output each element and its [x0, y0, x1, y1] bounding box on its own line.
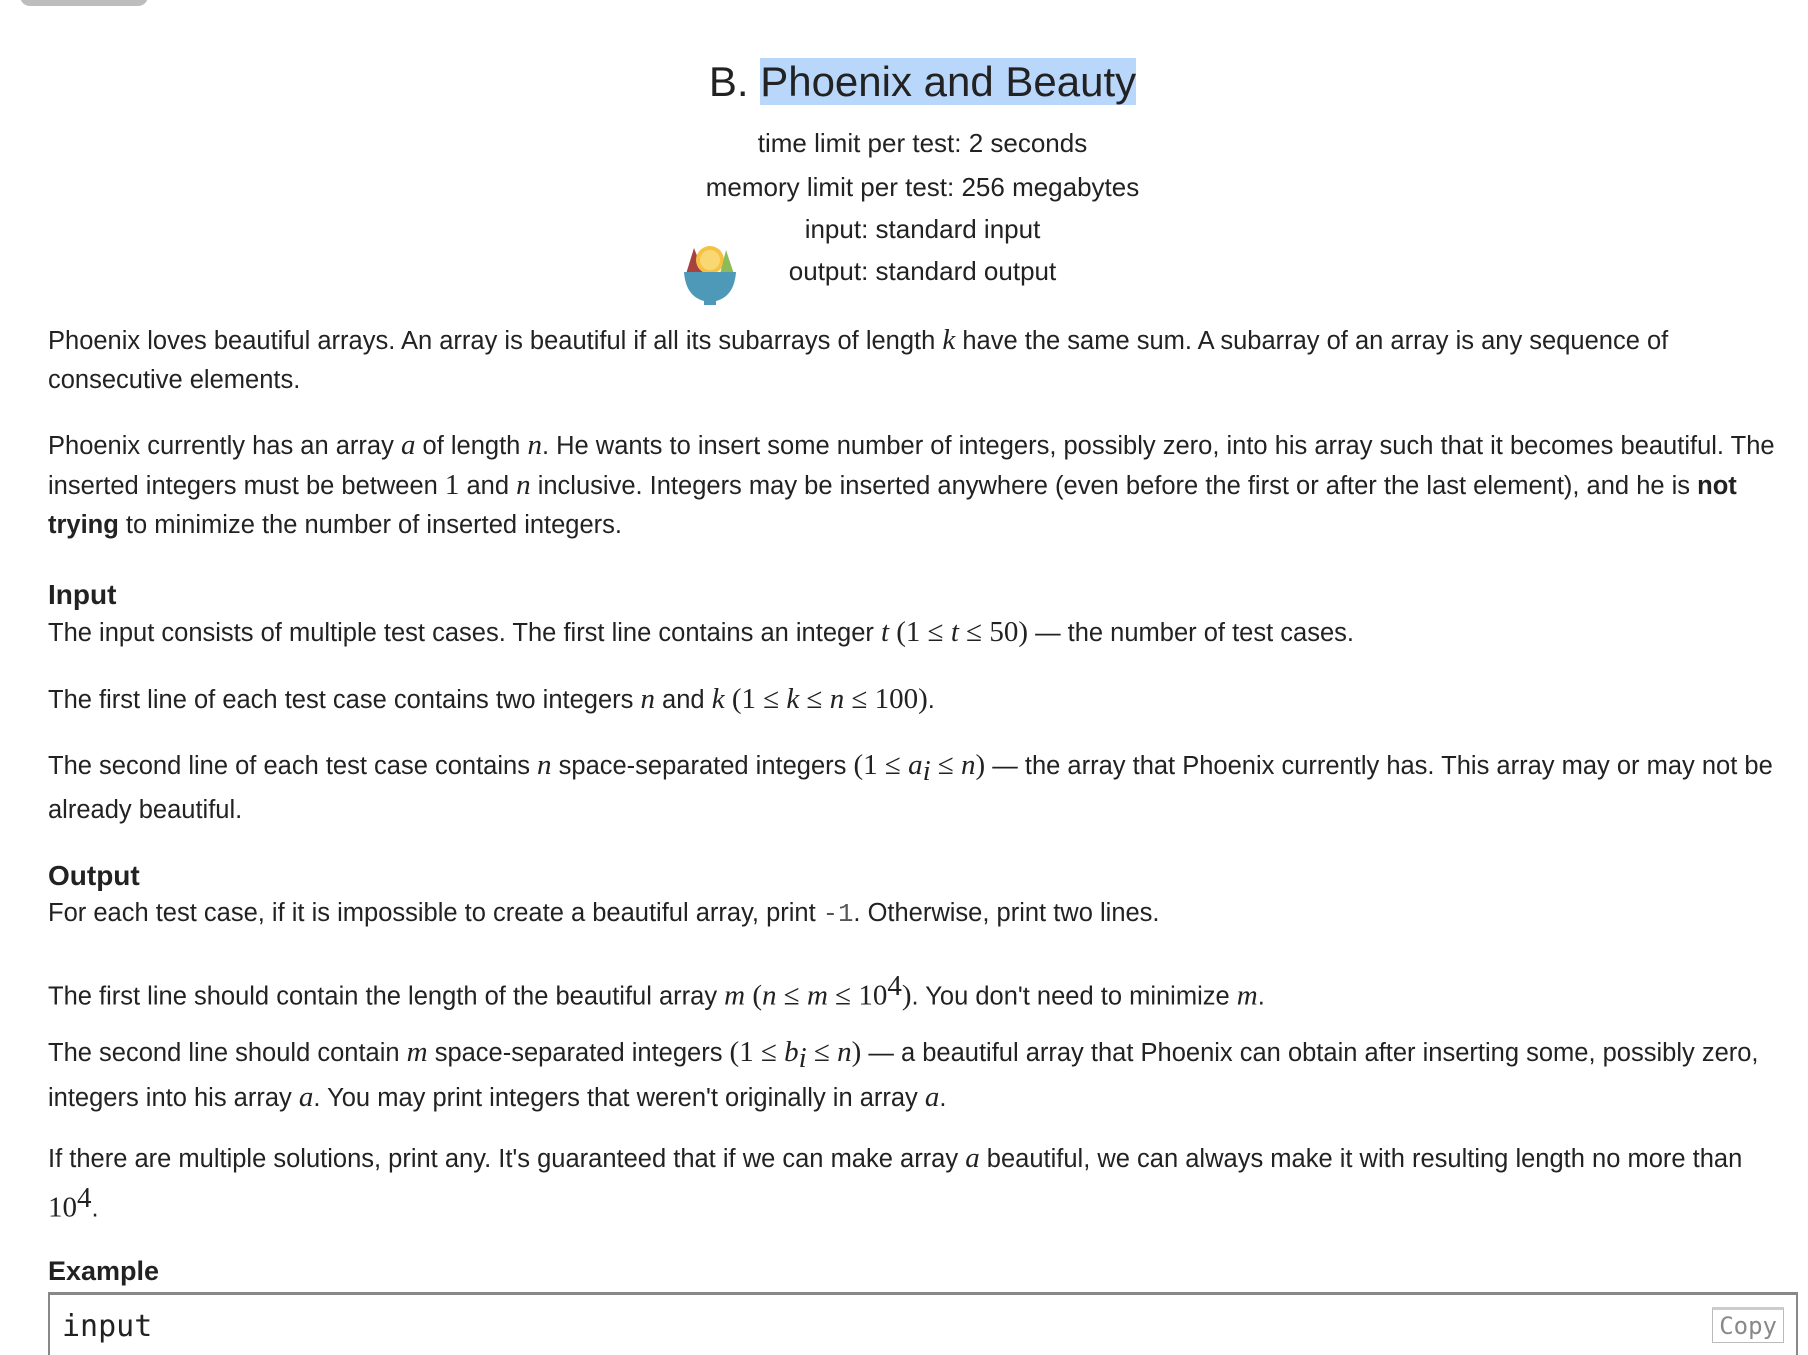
text-fragment: t	[950, 616, 959, 648]
text-fragment: . You don't need to minimize	[911, 982, 1237, 1011]
statement-paragraph-2	[48, 426, 1798, 545]
output-heading: Output	[48, 860, 140, 891]
copy-button[interactable]: Copy	[1712, 1307, 1784, 1343]
text-fragment: .	[1257, 982, 1265, 1011]
text-fragment: 10	[48, 1191, 77, 1224]
text-fragment: k	[942, 324, 956, 356]
text-fragment: -1	[822, 900, 854, 929]
memory-limit: memory limit per test: 256 megabytes	[705, 172, 1140, 202]
text-fragment: a	[924, 1081, 940, 1114]
text-fragment: (1 ≤	[729, 1036, 785, 1068]
text-fragment: . Otherwise, print two lines.	[853, 899, 1160, 927]
text-fragment: n	[527, 429, 542, 461]
text-fragment: space-separated integers	[551, 752, 854, 780]
text-fragment: n	[640, 683, 655, 715]
text-fragment: .	[91, 1194, 99, 1223]
text-fragment: (1 ≤	[889, 616, 951, 648]
text-fragment: n	[829, 683, 845, 715]
text-fragment: to minimize the number of inserted integers.	[118, 511, 622, 539]
statement-paragraph-1	[48, 321, 1798, 400]
text-fragment: ≤ 10	[827, 979, 888, 1012]
text-fragment: b	[784, 1036, 799, 1068]
text-fragment: have the same sum. A subarray of an array is any sequence of consecutive elements.	[48, 327, 1669, 394]
text-fragment: If there are multiple solutions, print any. It's guaranteed that if we can make array	[48, 1145, 966, 1173]
example-heading: Example	[48, 1256, 160, 1286]
text-fragment: a	[908, 749, 923, 781]
text-fragment: ≤	[930, 749, 962, 781]
text-fragment: .	[927, 686, 935, 714]
input-heading: Input	[48, 579, 117, 610]
text-fragment: 1	[444, 469, 460, 501]
output-line-3	[48, 1033, 1798, 1118]
text-fragment: i	[922, 755, 931, 788]
text-fragment: n	[762, 979, 777, 1012]
output-line-2	[48, 967, 1798, 1017]
text-fragment: m	[724, 979, 746, 1012]
text-fragment: . He wants to insert some number of integers, possibly zero, into his array such that it becomes beautiful. The inserted integers must be between	[48, 432, 1775, 500]
text-fragment: Phoenix currently has an array	[48, 432, 401, 460]
text-fragment: (	[745, 979, 763, 1012]
text-fragment: . You may print integers that weren't originally in array	[313, 1084, 925, 1113]
text-fragment: i	[798, 1042, 807, 1075]
text-fragment: ≤ 100)	[844, 683, 928, 715]
text-fragment: The input consists of multiple test cases. The first line contains an integer	[48, 619, 881, 647]
text-fragment: )	[975, 749, 986, 781]
input-line-1	[48, 613, 1798, 653]
text-fragment: n	[516, 469, 531, 501]
text-fragment: and	[654, 686, 712, 714]
text-fragment: a	[400, 429, 416, 461]
problem-title: Phoenix and Beauty	[760, 58, 1137, 105]
text-fragment: m	[806, 979, 828, 1012]
text-fragment: k	[711, 683, 725, 715]
text-fragment: t	[880, 616, 890, 648]
text-fragment: inclusive. Integers may be inserted anywhere (even before the first or after the last element), and he is	[530, 472, 1698, 500]
text-fragment: — the array that Phoenix currently has. This array may or may not be already beautiful.	[48, 752, 1773, 825]
text-fragment: )	[901, 979, 912, 1012]
input-line-3	[48, 746, 1798, 830]
text-fragment: n	[837, 1036, 852, 1068]
text-fragment: The first line should contain the length of the beautiful array	[48, 982, 725, 1011]
text-fragment: k	[786, 683, 800, 715]
text-fragment: The second line of each test case contains	[48, 752, 538, 780]
text-fragment: space-separated integers	[427, 1039, 730, 1067]
text-fragment: and	[459, 472, 517, 500]
output-line-4	[48, 1139, 1798, 1229]
text-fragment: n	[961, 749, 976, 781]
text-fragment: (1 ≤	[724, 683, 787, 715]
text-fragment: not trying	[48, 472, 1737, 539]
text-fragment: m	[406, 1036, 428, 1068]
text-fragment: The first line of each test case contains two integers	[48, 686, 641, 714]
text-fragment: ≤ 50)	[958, 616, 1028, 648]
text-fragment: )	[851, 1036, 862, 1068]
text-fragment: m	[1236, 979, 1258, 1012]
text-fragment: For each test case, if it is impossible to create a beautiful array, print	[48, 899, 823, 927]
text-fragment: ≤	[799, 683, 830, 715]
fruit-bowl-icon[interactable]	[680, 244, 740, 306]
text-fragment: a	[298, 1081, 314, 1114]
browser-tab-fragment	[20, 0, 148, 6]
text-fragment: .	[939, 1084, 947, 1113]
text-fragment: a	[965, 1142, 980, 1174]
text-fragment: — the number of test cases.	[1027, 619, 1354, 647]
text-fragment: beautiful, we can always make it with resulting length no more than	[979, 1145, 1743, 1173]
text-fragment: Phoenix loves beautiful arrays. An array is beautiful if all its subarrays of length	[48, 327, 943, 355]
input-line-2	[48, 680, 1798, 720]
example-input-label: input	[62, 1309, 153, 1344]
text-fragment: (1 ≤	[853, 749, 909, 781]
text-fragment: 4	[887, 970, 902, 1002]
input-file: input: standard input	[804, 214, 1041, 244]
problem-index: B.	[708, 58, 749, 105]
text-fragment: ≤	[776, 979, 807, 1012]
time-limit: time limit per test: 2 seconds	[757, 128, 1088, 158]
text-fragment: ≤	[806, 1036, 838, 1068]
text-fragment: The second line should contain	[48, 1039, 407, 1067]
text-fragment: — a beautiful array that Phoenix can obtain after inserting some, possibly zero, integers into his array	[48, 1039, 1759, 1113]
text-fragment: n	[537, 749, 552, 781]
output-file: output: standard output	[788, 256, 1057, 286]
page-title	[0, 56, 1808, 108]
text-fragment: of length	[415, 432, 528, 460]
output-line-1	[48, 894, 1798, 934]
text-fragment: 4	[77, 1182, 92, 1214]
